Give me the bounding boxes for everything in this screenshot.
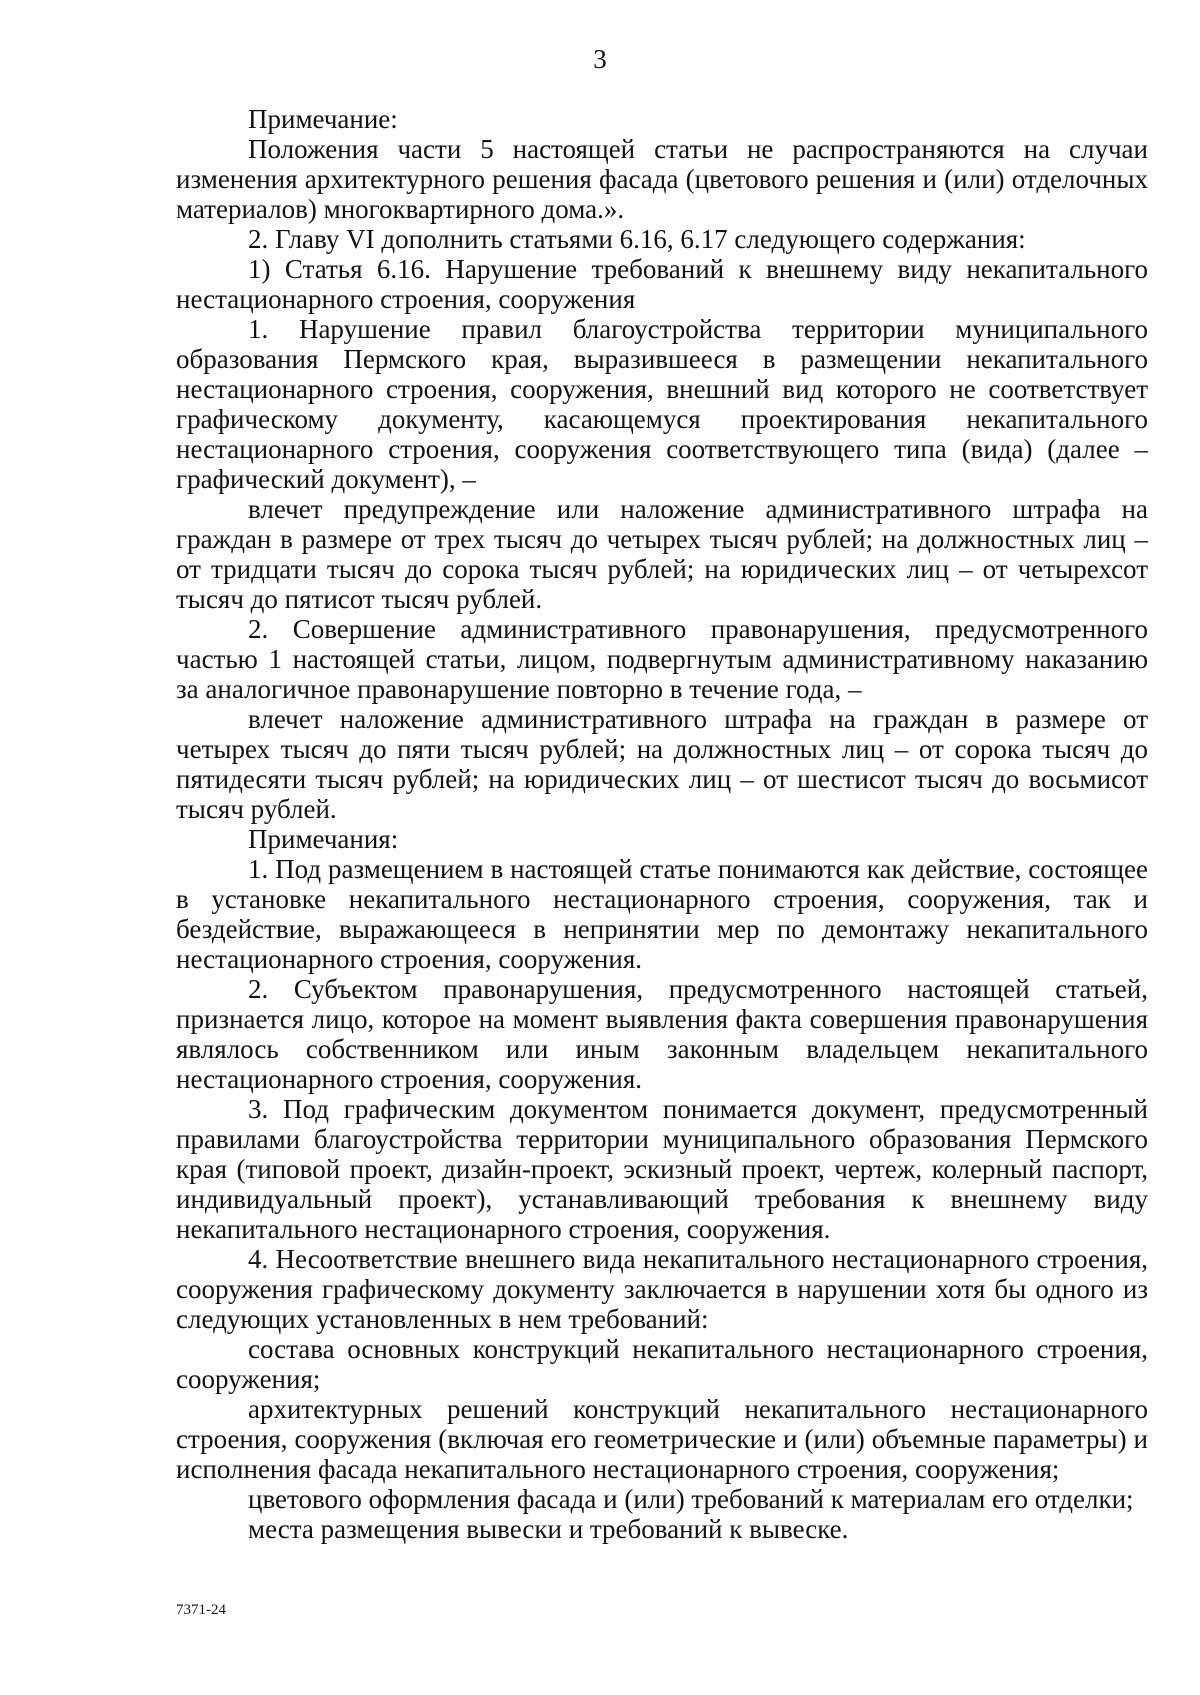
article-heading: 1) Статья 6.16. Нарушение требований к внешнему виду некапитального нестационарного строения, сооружения bbox=[176, 254, 1148, 314]
paragraph: 4. Несоответствие внешнего вида некапитального нестационарного строения, сооружения графическому документу заключается в нарушении хотя бы одного из следующих установленных в нем требований: bbox=[176, 1244, 1148, 1334]
paragraph: 2. Главу VI дополнить статьями 6.16, 6.17 следующего содержания: bbox=[248, 224, 1026, 254]
paragraph: 1. Под размещением в настоящей статье понимаются как действие, состоящее в установке некапитального нестационарного строения, сооружения, так и бездействие, выражающееся в непринятии мер по демонтажу некапитального нестационарного строения, сооружения. bbox=[176, 854, 1148, 974]
note-heading: Примечание: bbox=[248, 104, 398, 134]
notes-heading: Примечания: bbox=[248, 824, 399, 854]
paragraph: 3. Под графическим документом понимается документ, предусмотренный правилами благоустройства территории муниципального образования Пермского края (типовой проект, дизайн-проект, эскизный проект, чертеж, колерный паспорт, индивидуальный проект), устанавливающий требования к внешнему виду некапитального нестационарного строения, сооружения. bbox=[176, 1094, 1148, 1244]
document-body bbox=[176, 104, 1148, 1544]
paragraph: Положения части 5 настоящей статьи не распространяются на случаи изменения архитектурного решения фасада (цветового решения и (или) отделочных материалов) многоквартирного дома.». bbox=[176, 134, 1148, 224]
list-item: места размещения вывески и требований к вывеске. bbox=[248, 1514, 849, 1544]
document-code: 7371-24 bbox=[176, 1602, 226, 1618]
list-item: цветового оформления фасада и (или) требований к материалам его отделки; bbox=[248, 1484, 1134, 1514]
paragraph: влечет наложение административного штрафа на граждан в размере от четырех тысяч до пяти тысяч рублей; на должностных лиц – от сорока тысяч до пятидесяти тысяч рублей; на юридических лиц – от шестисот тысяч до восьмисот тысяч рублей. bbox=[176, 704, 1148, 824]
list-item: состава основных конструкций некапитального нестационарного строения, сооружения; bbox=[176, 1334, 1148, 1394]
paragraph: 2. Совершение административного правонарушения, предусмотренного частью 1 настоящей статьи, лицом, подвергнутым административному наказанию за аналогичное правонарушение повторно в течение года, – bbox=[176, 614, 1148, 704]
paragraph: влечет предупреждение или наложение административного штрафа на граждан в размере от трех тысяч до четырех тысяч рублей; на должностных лиц – от тридцати тысяч до сорока тысяч рублей; на юридических лиц – от четырехсот тысяч до пятисот тысяч рублей. bbox=[176, 494, 1148, 614]
paragraph: 1. Нарушение правил благоустройства территории муниципального образования Пермского края, выразившееся в размещении некапитального нестационарного строения, сооружения, внешний вид которого не соответствует графическому документу, касающемуся проектирования некапитального нестационарного строения, сооружения соответствующего типа (вида) (далее – графический документ), – bbox=[176, 314, 1148, 494]
page-number: 3 bbox=[593, 44, 607, 74]
list-item: архитектурных решений конструкций некапитального нестационарного строения, сооружения (включая его геометрические и (или) объемные параметры) и исполнения фасада некапитального нестационарного строения, сооружения; bbox=[176, 1394, 1148, 1484]
paragraph: 2. Субъектом правонарушения, предусмотренного настоящей статьей, признается лицо, которое на момент выявления факта совершения правонарушения являлось собственником или иным законным владельцем некапитального нестационарного строения, сооружения. bbox=[176, 974, 1148, 1094]
